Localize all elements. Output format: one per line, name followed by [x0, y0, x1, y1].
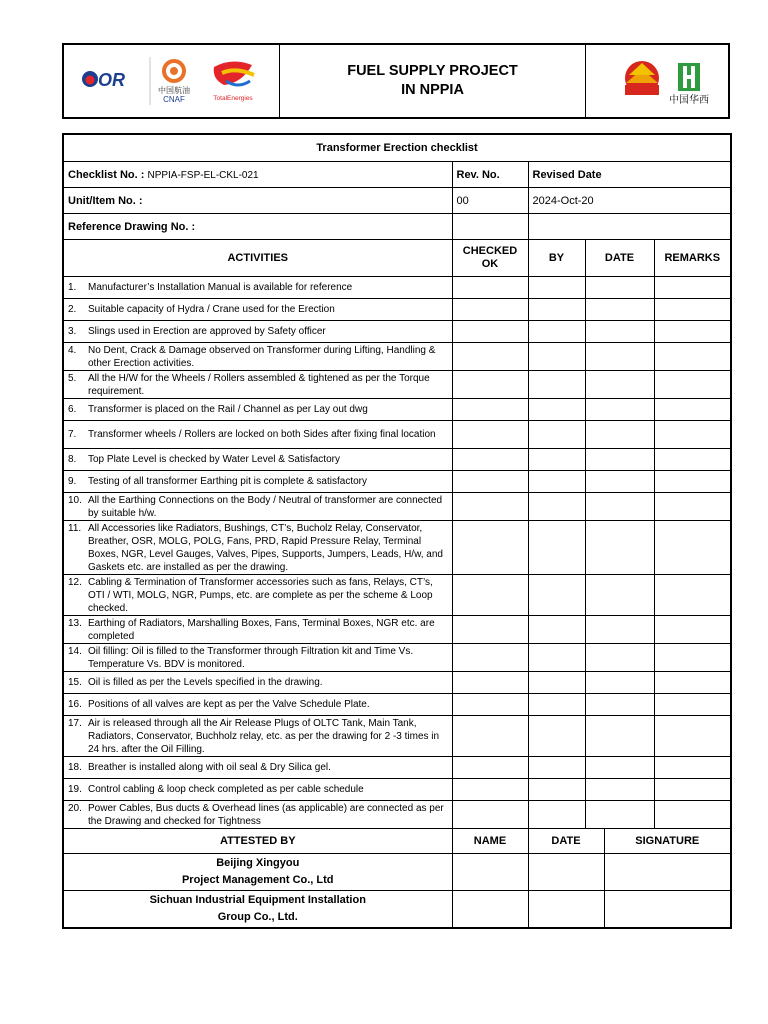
activity-number: 1. — [68, 282, 77, 293]
activity-number: 2. — [68, 304, 77, 315]
date-cell[interactable] — [585, 716, 654, 757]
activity-row — [63, 672, 731, 694]
activity-cell — [63, 694, 452, 716]
attest-party-2-line1: Sichuan Industrial Equipment Installation — [149, 894, 366, 906]
checked-ok-cell[interactable] — [452, 757, 528, 779]
reference-drawing-blank-2 — [528, 214, 731, 240]
activity-text: Manufacturer’s Installation Manual is available for reference — [88, 282, 353, 293]
logo-strip — [64, 45, 278, 117]
col-checked-ok-line2: OK — [481, 258, 499, 270]
checked-ok-cell[interactable] — [452, 299, 528, 321]
activity-cell — [63, 449, 452, 471]
checklist-title: Transformer Erection checklist — [63, 134, 731, 162]
checked-ok-cell[interactable] — [452, 321, 528, 343]
svg-text:OR: OR — [98, 70, 125, 90]
checklist-no-value: NPPIA-FSP-EL-CKL-021 — [147, 169, 259, 181]
remarks-cell[interactable] — [654, 449, 731, 471]
checked-ok-cell[interactable] — [452, 421, 528, 449]
activity-text: Breather is installed along with oil seal & Dry Silica gel. — [88, 762, 331, 773]
checked-ok-cell[interactable] — [452, 716, 528, 757]
remarks-cell[interactable] — [654, 616, 731, 644]
activity-number: 20. — [68, 802, 82, 814]
activity-row — [63, 277, 731, 299]
checked-ok-cell[interactable] — [452, 493, 528, 521]
activity-row — [63, 779, 731, 801]
remarks-cell[interactable] — [654, 421, 731, 449]
by-cell[interactable] — [528, 779, 585, 801]
activity-text: Earthing of Radiators, Marshalling Boxes, Fans, Terminal Boxes, NGR etc. are completed — [88, 617, 435, 642]
svg-text:中国航油: 中国航油 — [158, 86, 190, 95]
attest-date-cell[interactable] — [528, 891, 604, 929]
activity-cell — [63, 672, 452, 694]
attest-party-1 — [63, 854, 452, 891]
activity-cell — [63, 277, 452, 299]
checked-ok-cell[interactable] — [452, 399, 528, 421]
activity-text: Cabling & Termination of Transformer accessories such as fans, Relays, CT’s, OTI / WTI, MOLG, NGR, Pumps, etc. are complete as per the scheme & Loop checked. — [88, 576, 433, 614]
activity-number: 5. — [68, 372, 77, 384]
activity-number: 16. — [68, 699, 82, 710]
activity-cell — [63, 801, 452, 829]
activity-row — [63, 343, 731, 371]
activity-row — [63, 449, 731, 471]
checked-ok-cell[interactable] — [452, 371, 528, 399]
remarks-cell[interactable] — [654, 299, 731, 321]
by-cell[interactable] — [528, 493, 585, 521]
activity-text: Control cabling & loop check completed as per cable schedule — [88, 784, 364, 795]
activity-cell — [63, 616, 452, 644]
checked-ok-cell[interactable] — [452, 694, 528, 716]
activity-number: 14. — [68, 645, 82, 657]
remarks-cell[interactable] — [654, 399, 731, 421]
activity-number: 10. — [68, 494, 82, 506]
activity-number: 3. — [68, 326, 77, 337]
col-activities: ACTIVITIES — [63, 240, 452, 277]
activity-number: 7. — [68, 429, 77, 440]
date-cell[interactable] — [585, 672, 654, 694]
attest-name-cell[interactable] — [452, 854, 528, 891]
by-cell[interactable] — [528, 421, 585, 449]
activity-cell — [63, 644, 452, 672]
remarks-cell[interactable] — [654, 277, 731, 299]
by-cell[interactable] — [528, 575, 585, 616]
activity-row — [63, 616, 731, 644]
attest-signature-cell[interactable] — [604, 891, 731, 929]
date-cell[interactable] — [585, 421, 654, 449]
activity-text: Testing of all transformer Earthing pit is complete & satisfactory — [88, 476, 368, 487]
attest-name-header: NAME — [452, 829, 528, 854]
activity-cell — [63, 757, 452, 779]
checked-ok-cell[interactable] — [452, 779, 528, 801]
checklist-no-cell — [63, 162, 452, 188]
checked-ok-cell[interactable] — [452, 449, 528, 471]
activity-cell — [63, 493, 452, 521]
activity-cell — [63, 779, 452, 801]
contractor-logo-strip — [586, 45, 726, 117]
by-cell[interactable] — [528, 716, 585, 757]
remarks-cell[interactable] — [654, 343, 731, 371]
document-header — [62, 43, 730, 119]
activity-text: All Accessories like Radiators, Bushings, CT’s, Bucholz Relay, Conservator, Breather, OSR, MOLG, POLG, Fans, PRD, Rapid Pressure Relay, Terminal Boxes, NGR, Level Gauges, Valves, Pipes, Supports, Jumpers, Leads, H/w, and Gaskets etc. are installed as per the drawing. — [88, 522, 443, 573]
title-line-1: FUEL SUPPLY PROJECT — [347, 63, 518, 79]
attest-date-cell[interactable] — [528, 854, 604, 891]
remarks-cell[interactable] — [654, 371, 731, 399]
rev-no-label: Rev. No. — [452, 162, 528, 188]
attested-by-header: ATTESTED BY — [63, 829, 452, 854]
activity-cell — [63, 321, 452, 343]
attest-signature-cell[interactable] — [604, 854, 731, 891]
activity-number: 13. — [68, 617, 82, 629]
activity-row — [63, 757, 731, 779]
activity-number: 8. — [68, 454, 77, 465]
by-cell[interactable] — [528, 321, 585, 343]
activity-row — [63, 644, 731, 672]
activity-cell — [63, 371, 452, 399]
remarks-cell[interactable] — [654, 801, 731, 829]
activity-text: Top Plate Level is checked by Water Level & Satisfactory — [88, 454, 340, 465]
date-cell[interactable] — [585, 371, 654, 399]
activity-text: Slings used in Erection are approved by Safety officer — [88, 326, 326, 337]
checklist-no-label: Checklist No. : — [68, 168, 145, 181]
activity-number: 18. — [68, 762, 82, 773]
revised-date-label: Revised Date — [528, 162, 731, 188]
reference-drawing-label: Reference Drawing No. : — [63, 214, 452, 240]
date-cell[interactable] — [585, 757, 654, 779]
by-cell[interactable] — [528, 694, 585, 716]
date-cell[interactable] — [585, 471, 654, 493]
activity-row — [63, 575, 731, 616]
activity-cell — [63, 421, 452, 449]
by-cell[interactable] — [528, 672, 585, 694]
activity-number: 4. — [68, 344, 77, 356]
or-logo — [82, 70, 125, 90]
checked-ok-cell[interactable] — [452, 801, 528, 829]
activity-row — [63, 321, 731, 343]
activity-cell — [63, 575, 452, 616]
title-line-2: IN NPPIA — [401, 82, 464, 98]
activity-row — [63, 493, 731, 521]
activity-text: Air is released through all the Air Release Plugs of OLTC Tank, Main Tank, Radiators, Conservator, Buchholz relay, etc. as per the drawing for 2 -3 times in 24 hrs. after the Oil Filling. — [88, 717, 440, 755]
remarks-cell[interactable] — [654, 716, 731, 757]
remarks-cell[interactable] — [654, 471, 731, 493]
date-cell[interactable] — [585, 449, 654, 471]
remarks-cell[interactable] — [654, 493, 731, 521]
col-checked-ok — [452, 240, 528, 277]
activity-row — [63, 421, 731, 449]
date-cell[interactable] — [585, 299, 654, 321]
activity-text: Transformer wheels / Rollers are locked on both Sides after fixing final location — [88, 429, 436, 440]
by-cell[interactable] — [528, 616, 585, 644]
remarks-cell[interactable] — [654, 521, 731, 575]
client-logos — [64, 45, 280, 117]
by-cell[interactable] — [528, 299, 585, 321]
activity-text: Oil filling: Oil is filled to the Transformer through Filtration kit and Time Vs. Temperature Vs. BDV is monitored. — [88, 645, 414, 670]
activity-number: 15. — [68, 677, 82, 688]
remarks-cell[interactable] — [654, 779, 731, 801]
date-cell[interactable] — [585, 616, 654, 644]
date-cell[interactable] — [585, 343, 654, 371]
by-cell[interactable] — [528, 343, 585, 371]
activity-cell — [63, 716, 452, 757]
activity-row — [63, 694, 731, 716]
checked-ok-cell[interactable] — [452, 277, 528, 299]
by-cell[interactable] — [528, 471, 585, 493]
activity-row — [63, 399, 731, 421]
attest-party-2-line2: Group Co., Ltd. — [217, 911, 298, 923]
activity-number: 17. — [68, 717, 82, 729]
checked-ok-cell[interactable] — [452, 471, 528, 493]
col-by: BY — [528, 240, 585, 277]
remarks-cell[interactable] — [654, 644, 731, 672]
remarks-cell[interactable] — [654, 321, 731, 343]
activity-number: 19. — [68, 784, 82, 795]
checked-ok-cell[interactable] — [452, 616, 528, 644]
activity-number: 12. — [68, 576, 82, 588]
activity-text: All the H/W for the Wheels / Rollers assembled & tightened as per the Torque requirement. — [88, 372, 430, 397]
svg-text:CNAF: CNAF — [163, 95, 185, 104]
attest-party-1-line2: Project Management Co., Ltd — [181, 874, 334, 886]
checked-ok-cell[interactable] — [452, 672, 528, 694]
activity-row — [63, 521, 731, 575]
checked-ok-cell[interactable] — [452, 521, 528, 575]
attest-signature-header: SIGNATURE — [604, 829, 731, 854]
date-cell[interactable] — [585, 801, 654, 829]
revised-date-value: 2024-Oct-20 — [528, 188, 731, 214]
col-date: DATE — [585, 240, 654, 277]
date-cell[interactable] — [585, 399, 654, 421]
activity-text: Power Cables, Bus ducts & Overhead lines (as applicable) are connected as per the Drawing and checked for Tightness — [88, 802, 444, 827]
activities-list — [63, 277, 731, 829]
activity-row — [63, 371, 731, 399]
activity-text: All the Earthing Connections on the Body / Neutral of transformer are connected by suitable h/w. — [88, 494, 443, 519]
remarks-cell[interactable] — [654, 672, 731, 694]
activity-cell — [63, 299, 452, 321]
reference-drawing-blank — [452, 214, 528, 240]
by-cell[interactable] — [528, 399, 585, 421]
unit-item-label: Unit/Item No. : — [63, 188, 452, 214]
svg-text:TotalEnergies: TotalEnergies — [213, 95, 253, 102]
remarks-cell[interactable] — [654, 575, 731, 616]
checked-ok-cell[interactable] — [452, 575, 528, 616]
date-cell[interactable] — [585, 779, 654, 801]
activity-text: Oil is filled as per the Levels specified in the drawing. — [88, 677, 323, 688]
by-cell[interactable] — [528, 644, 585, 672]
date-cell[interactable] — [585, 694, 654, 716]
contractor-logos — [586, 45, 728, 117]
by-cell[interactable] — [528, 371, 585, 399]
activity-number: 6. — [68, 404, 77, 415]
activity-text: Positions of all valves are kept as per the Valve Schedule Plate. — [88, 699, 370, 710]
attest-date-header: DATE — [528, 829, 604, 854]
date-cell[interactable] — [585, 575, 654, 616]
remarks-cell[interactable] — [654, 694, 731, 716]
attest-party-1-line1: Beijing Xingyou — [216, 857, 300, 869]
by-cell[interactable] — [528, 757, 585, 779]
activity-text: Suitable capacity of Hydra / Crane used for the Erection — [88, 304, 335, 315]
petrochina-logo — [625, 61, 659, 95]
svg-text:中国华西: 中国华西 — [669, 95, 709, 106]
col-checked-ok-line1: CHECKED — [462, 245, 518, 257]
date-cell[interactable] — [585, 521, 654, 575]
date-cell[interactable] — [585, 277, 654, 299]
activity-cell — [63, 343, 452, 371]
document-title — [280, 45, 586, 117]
activity-text: No Dent, Crack & Damage observed on Transformer during Lifting, Handling & other Erection activities. — [88, 344, 436, 369]
remarks-cell[interactable] — [654, 757, 731, 779]
date-cell[interactable] — [585, 644, 654, 672]
totalenergies-logo — [213, 61, 254, 102]
attest-party-2 — [63, 891, 452, 929]
checked-ok-cell[interactable] — [452, 343, 528, 371]
col-remarks: REMARKS — [654, 240, 731, 277]
activity-row — [63, 716, 731, 757]
huaxi-logo — [669, 63, 709, 106]
activity-text: Transformer is placed on the Rail / Channel as per Lay out dwg — [88, 404, 368, 415]
activity-row — [63, 299, 731, 321]
cnaf-logo — [158, 61, 190, 104]
by-cell[interactable] — [528, 521, 585, 575]
activity-number: 9. — [68, 476, 77, 487]
rev-no-value: 00 — [452, 188, 528, 214]
activity-cell — [63, 471, 452, 493]
activity-cell — [63, 521, 452, 575]
by-cell[interactable] — [528, 449, 585, 471]
attest-name-cell[interactable] — [452, 891, 528, 929]
by-cell[interactable] — [528, 801, 585, 829]
activity-number: 11. — [68, 522, 82, 534]
activity-row — [63, 801, 731, 829]
activity-cell — [63, 399, 452, 421]
date-cell[interactable] — [585, 321, 654, 343]
activity-row — [63, 471, 731, 493]
date-cell[interactable] — [585, 493, 654, 521]
by-cell[interactable] — [528, 277, 585, 299]
checked-ok-cell[interactable] — [452, 644, 528, 672]
checklist-table — [62, 133, 732, 929]
